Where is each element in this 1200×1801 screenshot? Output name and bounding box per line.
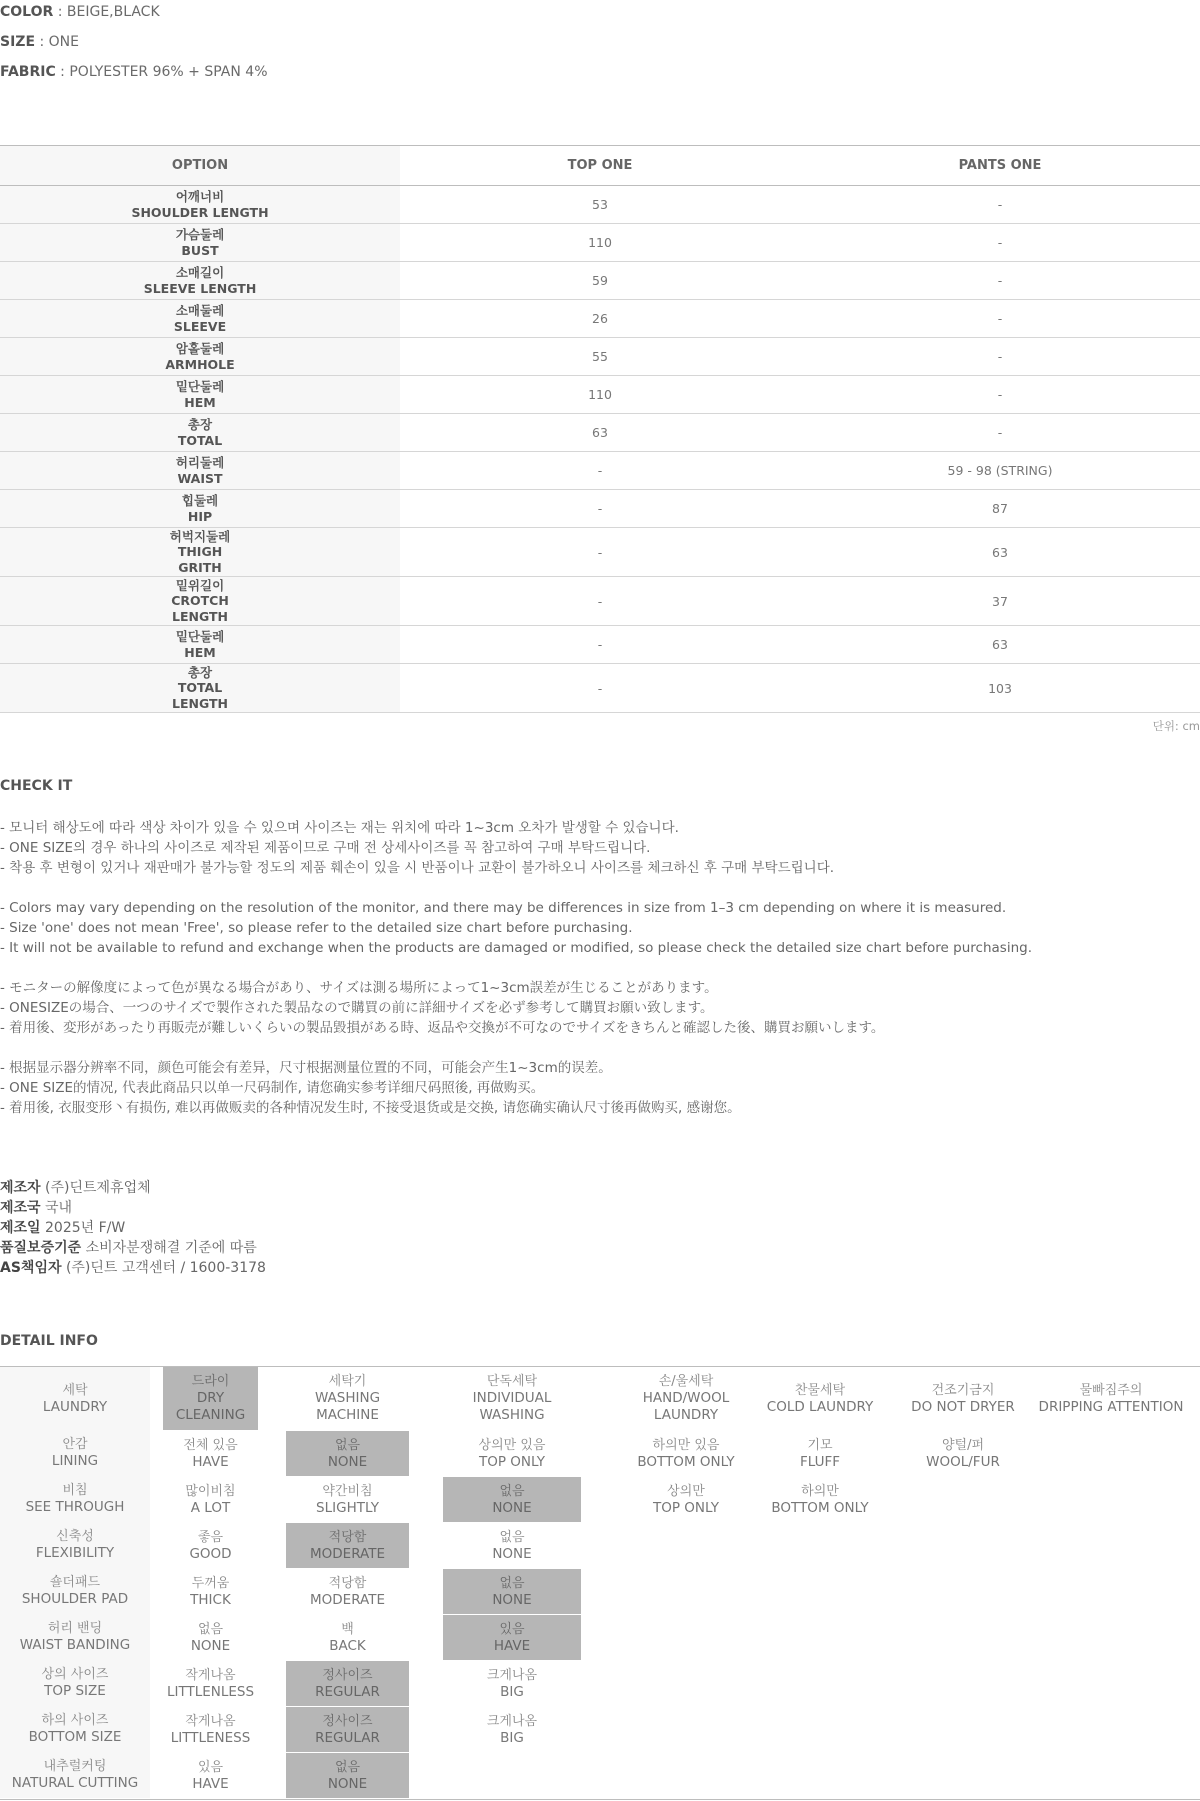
column-header-pants-one: PANTS ONE	[800, 146, 1200, 186]
detail-option	[443, 1367, 581, 1430]
manufacturer-label: 제조자	[0, 1180, 41, 1196]
detail-option-text: 드라이	[191, 1374, 230, 1389]
notice-line: - ONE SIZE的情况, 代表此商品只以单一尺码制作, 请您确实参考详细尺码照後, 再做购买。	[0, 1080, 545, 1096]
size-row-label-line: TOTAL	[177, 680, 223, 696]
detail-option-text: REGULAR	[315, 1729, 380, 1746]
size-row	[0, 224, 1200, 262]
detail-option-text: NONE	[492, 1591, 532, 1608]
detail-option-selected	[163, 1367, 258, 1430]
detail-option-text: 전체 있음	[183, 1437, 238, 1453]
detail-option	[163, 1431, 258, 1476]
detail-option-selected	[286, 1661, 409, 1706]
detail-option-text: FLUFF	[799, 1453, 841, 1470]
detail-option	[609, 1367, 763, 1430]
detail-option-text: SLIGHTLY	[316, 1499, 379, 1516]
size-row-label-line: 힙둘레	[181, 493, 219, 508]
top-one-value: -	[400, 626, 800, 664]
detail-option-text: 크게나옴	[486, 1713, 538, 1729]
manufacturer-row	[0, 1198, 266, 1218]
pants-one-value: -	[800, 224, 1200, 262]
detail-option-selected	[286, 1753, 409, 1798]
detail-option-selected	[443, 1615, 581, 1660]
detail-option-text: 찬물세탁	[794, 1382, 846, 1398]
detail-row-label-text: 상의 사이즈	[41, 1667, 109, 1682]
size-row-label-line: SHOULDER LENGTH	[131, 204, 269, 220]
detail-option-text: DRY	[196, 1390, 225, 1406]
size-row-label-line: WAIST	[177, 470, 223, 486]
pants-one-value: 103	[800, 664, 1200, 713]
notice-line: - Size 'one' does not mean 'Free', so please refer to the detailed size chart before purchasing.	[0, 920, 633, 936]
detail-row-label	[0, 1430, 150, 1476]
detail-option	[443, 1431, 581, 1476]
pants-one-value: -	[800, 262, 1200, 300]
size-table	[0, 145, 1200, 713]
detail-row-label-text: TOP SIZE	[44, 1683, 106, 1699]
size-row	[0, 452, 1200, 490]
size-row-label-line: ARMHOLE	[165, 356, 235, 372]
detail-row-label-text: FLEXIBILITY	[35, 1545, 115, 1561]
manufacturer-row	[0, 1238, 266, 1258]
detail-option	[443, 1661, 581, 1706]
detail-option	[163, 1753, 258, 1798]
size-row-label	[0, 528, 400, 577]
check-it-notes	[0, 818, 1032, 1138]
notice-block	[0, 898, 1032, 958]
manufacturer-row	[0, 1178, 266, 1198]
detail-option-text: 상의만	[667, 1483, 705, 1499]
detail-option-text: WOOL/FUR	[926, 1453, 1000, 1470]
detail-option	[163, 1569, 258, 1614]
detail-option	[443, 1707, 581, 1752]
detail-row-label	[0, 1752, 150, 1798]
detail-option-text: GOOD	[189, 1545, 232, 1562]
detail-row-label	[0, 1522, 150, 1568]
pants-one-value: 37	[800, 577, 1200, 626]
detail-option-text: 작게나옴	[185, 1713, 236, 1729]
detail-row-label-text: LINING	[51, 1453, 99, 1469]
size-row-label-line: 밑단둘레	[175, 629, 225, 644]
detail-row-label-text: SHOULDER PAD	[21, 1591, 129, 1607]
detail-option-text: DRIPPING ATTENTION	[1038, 1398, 1184, 1415]
column-header-top-one: TOP ONE	[400, 146, 800, 186]
size-row-label-line: 허리둘레	[175, 455, 225, 470]
detail-option	[163, 1615, 258, 1660]
size-row	[0, 186, 1200, 224]
detail-row-label	[0, 1614, 150, 1660]
top-one-value: 59	[400, 262, 800, 300]
size-row-label	[0, 664, 400, 713]
detail-option-text: 없음	[499, 1529, 525, 1545]
notice-line: - 根据显示器分辨率不同，颜色可能会有差异，尺寸根据测量位置的不同，可能会产生1~3cm的误差。	[0, 1060, 612, 1076]
detail-option-selected	[286, 1431, 409, 1476]
spec-color: COLOR : BEIGE,BLACK	[0, 4, 160, 20]
detail-bottom-divider	[0, 1799, 1200, 1800]
detail-option-text: HAND/WOOL LAUNDRY	[642, 1390, 730, 1423]
detail-option-text: 없음	[334, 1759, 361, 1775]
size-row	[0, 577, 1200, 626]
size-row	[0, 664, 1200, 713]
detail-option-text: 하의만 있음	[652, 1437, 720, 1453]
detail-option-text: 손/울세탁	[658, 1374, 714, 1389]
size-row	[0, 414, 1200, 452]
detail-option-text: 단독세탁	[486, 1374, 538, 1389]
detail-row-label	[0, 1476, 150, 1522]
detail-option-text: TOP ONLY	[652, 1499, 719, 1516]
manufacturer-label: 제조일	[0, 1220, 41, 1236]
detail-row-label	[0, 1568, 150, 1614]
detail-option-text: 적당함	[328, 1529, 367, 1545]
size-row-label-line: TOTAL	[177, 432, 223, 448]
spec-size: SIZE : ONE	[0, 34, 79, 50]
detail-option	[163, 1661, 258, 1706]
column-header-option: OPTION	[0, 146, 400, 186]
detail-option	[163, 1523, 258, 1568]
detail-row-label-text: 비침	[62, 1483, 88, 1498]
size-row	[0, 626, 1200, 664]
detail-row-label-text: 숄더패드	[49, 1575, 101, 1590]
detail-option-text: MODERATE	[310, 1591, 385, 1608]
detail-option-text: CLEANING	[175, 1407, 246, 1423]
top-one-value: -	[400, 528, 800, 577]
size-row-label-line: 어깨너비	[175, 189, 225, 204]
detail-option-text: BOTTOM ONLY	[771, 1499, 869, 1516]
size-row-label-line: 밑위길이	[175, 577, 225, 593]
detail-option	[1018, 1367, 1200, 1430]
manufacturer-info	[0, 1178, 266, 1278]
size-row-label	[0, 262, 400, 300]
notice-line: - It will not be available to refund and exchange when the products are damaged or modified, so please check the detailed size chart before purchasing.	[0, 940, 1032, 956]
manufacturer-label: 제조국	[0, 1200, 41, 1216]
detail-option-text: 세탁기	[328, 1374, 367, 1389]
detail-option-text: NONE	[492, 1499, 532, 1516]
detail-option-text: 많이비침	[185, 1483, 236, 1499]
detail-row-label-text: BOTTOM SIZE	[28, 1729, 122, 1745]
detail-option	[286, 1367, 409, 1430]
size-row-label-line: CROTCH	[171, 593, 229, 609]
size-row-label	[0, 490, 400, 528]
detail-row-label-text: 내추럴커팅	[43, 1759, 107, 1774]
detail-option-text: NONE	[492, 1545, 532, 1562]
detail-row-label-text: 신축성	[56, 1529, 94, 1544]
size-row-label	[0, 414, 400, 452]
pants-one-value: 59 - 98 (STRING)	[800, 452, 1200, 490]
size-row	[0, 262, 1200, 300]
detail-option-text: LITTLENESS	[170, 1729, 251, 1746]
detail-option-text: MODERATE	[310, 1545, 385, 1562]
detail-option-text: 없음	[334, 1437, 361, 1453]
detail-option-text: COLD LAUNDRY	[766, 1398, 874, 1415]
size-row-label-line: THIGH	[177, 544, 223, 560]
notice-block	[0, 1058, 1032, 1118]
unit-label: 단위: cm	[1152, 719, 1200, 733]
size-row-label-line: 암홀둘레	[175, 341, 225, 356]
detail-option-text: 없음	[499, 1575, 525, 1591]
size-row-label-line: 허벅지둘레	[169, 528, 231, 544]
detail-option-text: HAVE	[192, 1775, 229, 1792]
pants-one-value: -	[800, 376, 1200, 414]
detail-option-text: 두꺼움	[191, 1575, 230, 1591]
notice-line: - ONESIZEの場合、一つのサイズで製作された製品なので購買の前に詳細サイズを必ず参考して購買お願い致します。	[0, 1000, 714, 1016]
detail-option-selected	[286, 1523, 409, 1568]
pants-one-value: 87	[800, 490, 1200, 528]
detail-option-text: BIG	[500, 1683, 524, 1700]
size-row-label	[0, 338, 400, 376]
detail-option-text: 없음	[197, 1621, 224, 1637]
pants-one-value: 63	[800, 528, 1200, 577]
size-row	[0, 376, 1200, 414]
detail-option	[763, 1477, 877, 1522]
manufacturer-value: 국내	[40, 1200, 73, 1216]
detail-option-text: 기모	[807, 1437, 833, 1453]
size-row-label-line: SLEEVE	[173, 318, 227, 334]
pants-one-value: 63	[800, 626, 1200, 664]
size-row-label	[0, 452, 400, 490]
size-row	[0, 300, 1200, 338]
size-row-label-line: LENGTH	[172, 608, 228, 624]
top-one-value: -	[400, 452, 800, 490]
detail-option-text: BOTTOM ONLY	[637, 1453, 735, 1470]
top-one-value: 55	[400, 338, 800, 376]
pants-one-value: -	[800, 300, 1200, 338]
detail-row-label	[0, 1367, 150, 1430]
detail-row-label	[0, 1706, 150, 1752]
detail-option-text: HAVE	[493, 1637, 531, 1654]
detail-option-text: BACK	[329, 1637, 366, 1654]
notice-line: - Colors may vary depending on the resolution of the monitor, and there may be differences in size from 1–3 cm depending on where it is measured.	[0, 900, 1007, 916]
notice-line: - 착용 후 변형이 있거나 재판매가 불가능할 정도의 제품 훼손이 있을 시 반품이나 교환이 불가하오니 사이즈를 체크하신 후 구매 부탁드립니다.	[0, 860, 835, 876]
detail-option-text: THICK	[190, 1591, 231, 1608]
notice-block	[0, 818, 1032, 878]
size-row-label-line: 총장	[187, 417, 213, 432]
size-row-label-line: HEM	[184, 394, 216, 410]
size-row-label-line: 소매둘레	[175, 303, 225, 318]
manufacturer-label: 품질보증기준	[0, 1240, 82, 1256]
detail-option	[908, 1367, 1018, 1430]
detail-option-text: NONE	[327, 1453, 368, 1470]
detail-option-text: 정사이즈	[322, 1667, 373, 1683]
top-one-value: -	[400, 577, 800, 626]
detail-option-text: DO NOT DRYER	[911, 1398, 1015, 1415]
detail-option-text: A LOT	[190, 1499, 231, 1516]
detail-option-text: NONE	[190, 1637, 231, 1654]
detail-option-text: 양털/퍼	[941, 1437, 985, 1453]
size-row-label	[0, 626, 400, 664]
detail-option-selected	[443, 1477, 581, 1522]
size-row-label	[0, 300, 400, 338]
detail-row-label-text: 허리 밴딩	[47, 1621, 103, 1636]
pants-one-value: -	[800, 186, 1200, 224]
detail-option-text: TOP ONLY	[478, 1453, 545, 1470]
size-row-label-line: 가슴둘레	[175, 227, 225, 242]
detail-row-label-text: NATURAL CUTTING	[11, 1775, 139, 1791]
manufacturer-value: (주)딘트 고객센터 / 1600-3178	[61, 1260, 266, 1276]
detail-option-text: WASHING MACHINE	[314, 1390, 381, 1423]
detail-row-label-text: LAUNDRY	[42, 1398, 108, 1415]
detail-row-label	[0, 1660, 150, 1706]
size-row	[0, 338, 1200, 376]
notice-block	[0, 978, 1032, 1038]
detail-option-selected	[286, 1707, 409, 1752]
size-row-label-line: HIP	[187, 508, 213, 524]
manufacturer-value: 2025년 F/W	[40, 1220, 126, 1236]
detail-option-text: 없음	[499, 1483, 525, 1499]
detail-option-text: 있음	[499, 1621, 525, 1637]
detail-option	[163, 1477, 258, 1522]
size-row	[0, 528, 1200, 577]
detail-option-text: 정사이즈	[322, 1713, 373, 1729]
top-one-value: -	[400, 490, 800, 528]
detail-option-text: 좋음	[197, 1529, 224, 1545]
size-row-label-line: 총장	[187, 664, 213, 680]
detail-option-text: 물빠짐주의	[1079, 1382, 1143, 1398]
detail-option	[609, 1431, 763, 1476]
spec-fabric: FABRIC : POLYESTER 96% + SPAN 4%	[0, 64, 268, 80]
size-row-label-line: LENGTH	[172, 695, 228, 711]
pants-one-value: -	[800, 414, 1200, 452]
detail-option-text: NONE	[327, 1775, 368, 1792]
top-one-value: 26	[400, 300, 800, 338]
detail-option-text: 적당함	[328, 1575, 367, 1591]
detail-option	[763, 1367, 877, 1430]
size-row-label-line: 밑단둘레	[175, 379, 225, 394]
detail-option	[286, 1615, 409, 1660]
manufacturer-label: AS책임자	[0, 1260, 62, 1276]
top-one-value: 63	[400, 414, 800, 452]
detail-option-text: LITTLENLESS	[166, 1683, 255, 1700]
notice-line: - 모니터 해상도에 따라 색상 차이가 있을 수 있으며 사이즈는 재는 위치에 따라 1~3cm 오차가 발생할 수 있습니다.	[0, 820, 679, 836]
notice-line: - モニターの解像度によって色が異なる場合があり、サイズは測る場所によって1~3cm誤差が生じることがあります。	[0, 980, 718, 996]
size-row-label-line: BUST	[181, 242, 219, 258]
detail-option	[286, 1477, 409, 1522]
detail-option-text: 상의만 있음	[478, 1437, 546, 1453]
detail-option-text: 약간비침	[322, 1483, 373, 1499]
detail-option-selected	[443, 1569, 581, 1614]
notice-line: - ONE SIZE의 경우 하나의 사이즈로 제작된 제품이므로 구매 전 상세사이즈를 꼭 참고하여 구매 부탁드립니다.	[0, 840, 651, 856]
size-row-label-line: 소매길이	[175, 265, 225, 280]
notice-line: - 着用後、変形があったり再販売が難しいくらいの製品毀損がある時、返品や交換が不可なのでサイズをきちんと確認した後、購買お願いします。	[0, 1020, 885, 1036]
top-one-value: 53	[400, 186, 800, 224]
detail-option-text: 하의만	[801, 1483, 839, 1499]
detail-option	[286, 1569, 409, 1614]
detail-option-text: INDIVIDUAL WASHING	[472, 1390, 552, 1423]
check-it-title: CHECK IT	[0, 778, 73, 794]
manufacturer-row	[0, 1218, 266, 1238]
manufacturer-value: 소비자분쟁해결 기준에 따름	[81, 1240, 257, 1256]
size-row-label	[0, 376, 400, 414]
size-row-label	[0, 577, 400, 626]
detail-option-text: 건조기금지	[931, 1382, 995, 1398]
top-one-value: -	[400, 664, 800, 713]
detail-info-title: DETAIL INFO	[0, 1333, 98, 1349]
size-row-label-line: HEM	[184, 644, 216, 660]
notice-line: - 着用後, 衣服变形丶有损伤, 难以再做贩卖的各种情况发生时, 不接受退货或是交换, 请您确实确认尺寸後再做购买, 感谢您。	[0, 1100, 741, 1116]
size-row	[0, 490, 1200, 528]
detail-row-label-text: 세탁	[62, 1382, 88, 1398]
detail-option	[908, 1431, 1018, 1476]
top-one-value: 110	[400, 376, 800, 414]
detail-option-text: 크게나옴	[486, 1667, 538, 1683]
pants-one-value: -	[800, 338, 1200, 376]
detail-row-label-text: 하의 사이즈	[41, 1713, 109, 1728]
detail-option-text: 작게나옴	[185, 1667, 236, 1683]
detail-option-text: REGULAR	[315, 1683, 380, 1700]
manufacturer-row	[0, 1258, 266, 1278]
size-row-label	[0, 186, 400, 224]
size-row-label	[0, 224, 400, 262]
detail-option-text: 백	[341, 1621, 354, 1637]
top-one-value: 110	[400, 224, 800, 262]
detail-row-label-text: SEE THROUGH	[25, 1499, 125, 1515]
detail-option-text: HAVE	[192, 1453, 229, 1470]
detail-row-label-text: 안감	[62, 1437, 88, 1452]
detail-option	[163, 1707, 258, 1752]
size-row-label-line: SLEEVE LENGTH	[143, 280, 257, 296]
detail-option	[443, 1523, 581, 1568]
size-table-header	[0, 146, 1200, 186]
manufacturer-value: (주)딘트제휴업체	[40, 1180, 151, 1196]
detail-option	[609, 1477, 763, 1522]
detail-row-label-text: WAIST BANDING	[19, 1637, 131, 1653]
detail-option	[763, 1431, 877, 1476]
size-row-label-line: GRITH	[178, 559, 222, 575]
detail-option-text: BIG	[500, 1729, 524, 1746]
detail-option-text: 있음	[197, 1759, 224, 1775]
